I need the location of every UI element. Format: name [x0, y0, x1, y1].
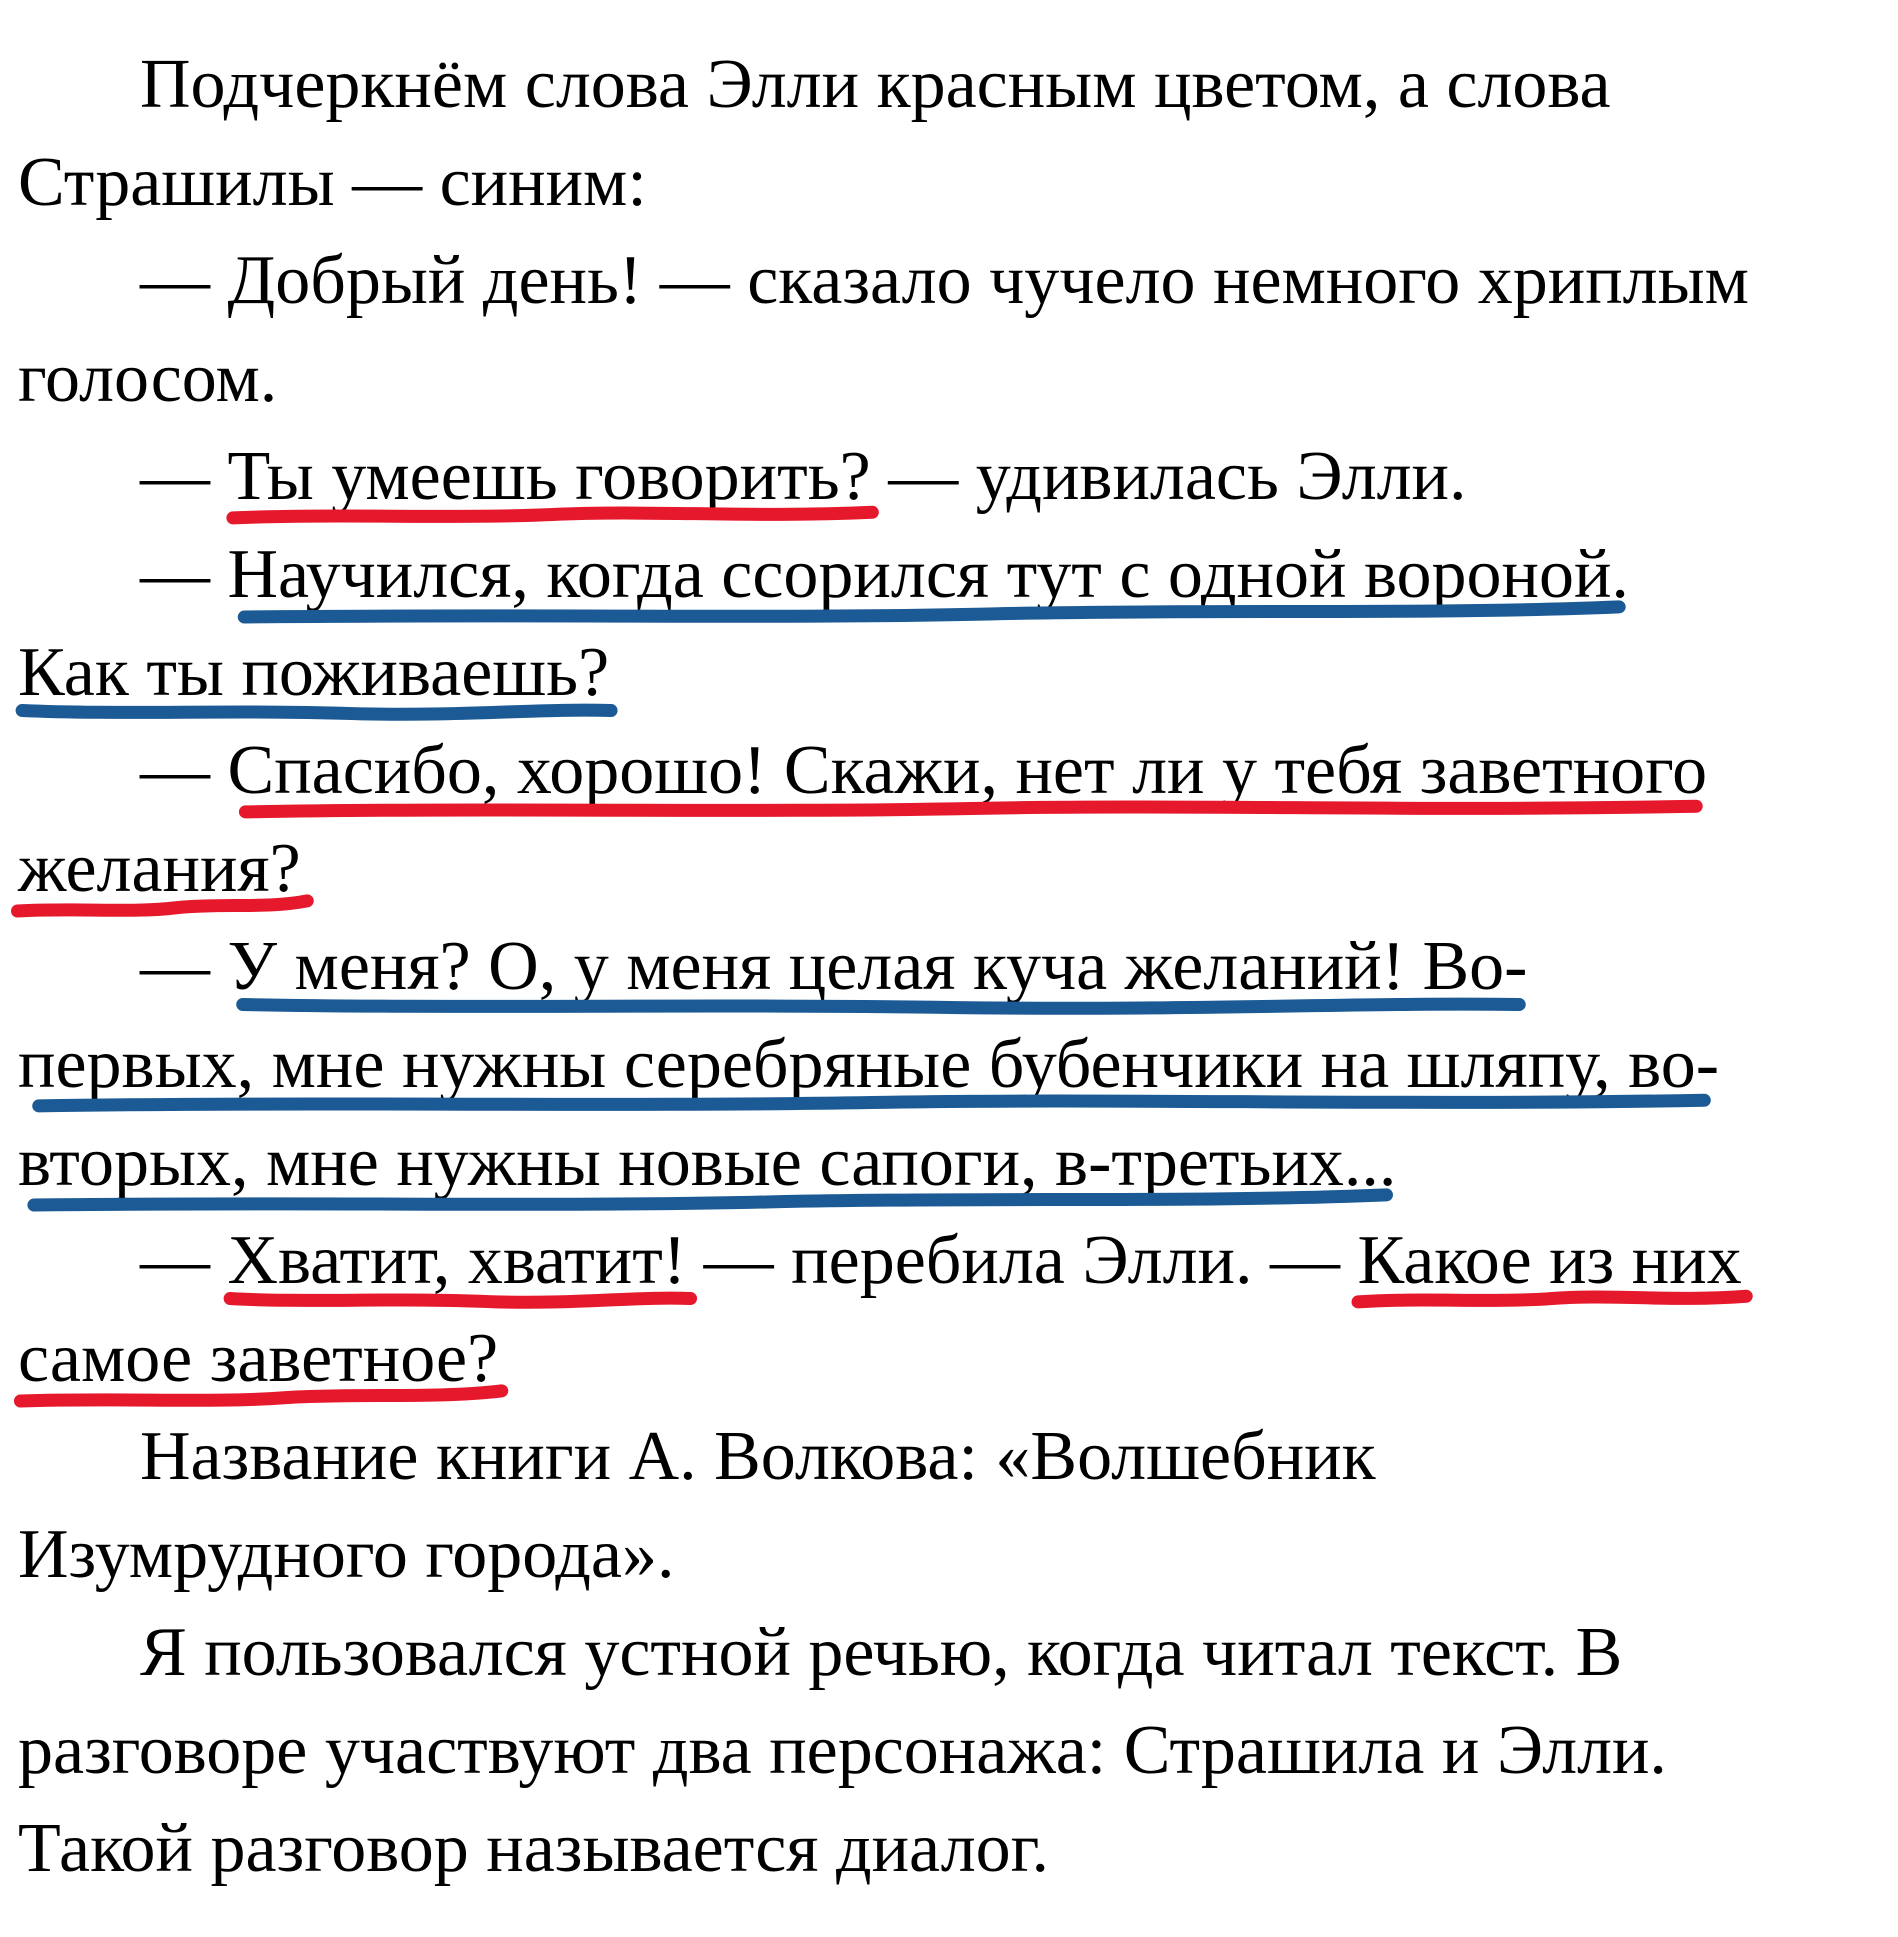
plain-text: —: [140, 536, 228, 613]
strashila-speech-underlined: первых, мне нужны серебряные бубенчики на шляпу, во-: [18, 1026, 1719, 1103]
blue-underline-stroke: [223, 599, 1640, 626]
elli-speech-underlined: желания?: [18, 830, 301, 907]
strashila-speech-underlined: Как ты поживаешь?: [18, 634, 609, 711]
blue-underline-stroke: [13, 697, 620, 724]
text-line: [18, 330, 1890, 428]
text-line: [18, 1016, 1890, 1114]
strashila-speech-underlined: Научился, когда ссорился тут с одной вороной.: [228, 536, 1629, 613]
text-line: [18, 624, 1890, 722]
elli-speech-underlined: Какое из них: [1357, 1222, 1741, 1299]
plain-text: —: [140, 928, 228, 1005]
text-line: [18, 1408, 1890, 1506]
blue-underline-stroke: [13, 1187, 1407, 1214]
text-line: [18, 1506, 1890, 1604]
text-line: [18, 1310, 1890, 1408]
plain-text: Такой разговор называется диалог.: [18, 1810, 1049, 1887]
plain-text: — Добрый день! — сказало чучело немного хриплым: [140, 242, 1749, 319]
plain-text: Страшилы — синим:: [18, 144, 647, 221]
plain-text: — удивилась Элли.: [870, 438, 1467, 515]
text-line: [18, 1212, 1890, 1310]
plain-text: Название книги А. Волкова: «Волшебник: [140, 1418, 1376, 1495]
plain-text: — перебила Элли. —: [686, 1222, 1358, 1299]
red-underline-stroke: [1352, 1285, 1752, 1312]
red-underline-stroke: [223, 1285, 698, 1312]
red-underline-stroke: [223, 795, 1719, 822]
text-line: [18, 428, 1890, 526]
elli-speech-underlined: Спасибо, хорошо! Скажи, нет ли у тебя заветного: [228, 732, 1708, 809]
elli-speech-underlined: самое заветное?: [18, 1320, 498, 1397]
text-line: [18, 1800, 1890, 1898]
text-line: [18, 722, 1890, 820]
document-body: [18, 36, 1890, 1898]
plain-text: Я пользовался устной речью, когда читал текст. В: [140, 1614, 1623, 1691]
text-line: [18, 1604, 1890, 1702]
text-line: [18, 1114, 1890, 1212]
red-underline-stroke: [223, 501, 882, 528]
plain-text: Подчеркнём слова Элли красным цветом, а слова: [140, 46, 1611, 123]
blue-underline-stroke: [223, 991, 1539, 1018]
plain-text: Изумрудного города».: [18, 1516, 675, 1593]
text-line: [18, 918, 1890, 1016]
plain-text: —: [140, 1222, 228, 1299]
plain-text: голосом.: [18, 340, 278, 417]
text-line: [18, 232, 1890, 330]
plain-text: —: [140, 438, 228, 515]
red-underline-stroke: [13, 893, 312, 920]
elli-speech-underlined: Хватит, хватит!: [228, 1222, 687, 1299]
strashila-speech-underlined: У меня? О, у меня целая куча желаний! Во-: [228, 928, 1528, 1005]
text-line: [18, 134, 1890, 232]
text-line: [18, 36, 1890, 134]
strashila-speech-underlined: вторых, мне нужны новые сапоги, в-третьих...: [18, 1124, 1396, 1201]
text-line: [18, 526, 1890, 624]
plain-text: —: [140, 732, 228, 809]
text-line: [18, 1702, 1890, 1800]
elli-speech-underlined: Ты умеешь говорить?: [228, 438, 871, 515]
text-line: [18, 820, 1890, 918]
blue-underline-stroke: [13, 1089, 1730, 1116]
plain-text: разговоре участвуют два персонажа: Страшила и Элли.: [18, 1712, 1667, 1789]
red-underline-stroke: [13, 1383, 509, 1410]
